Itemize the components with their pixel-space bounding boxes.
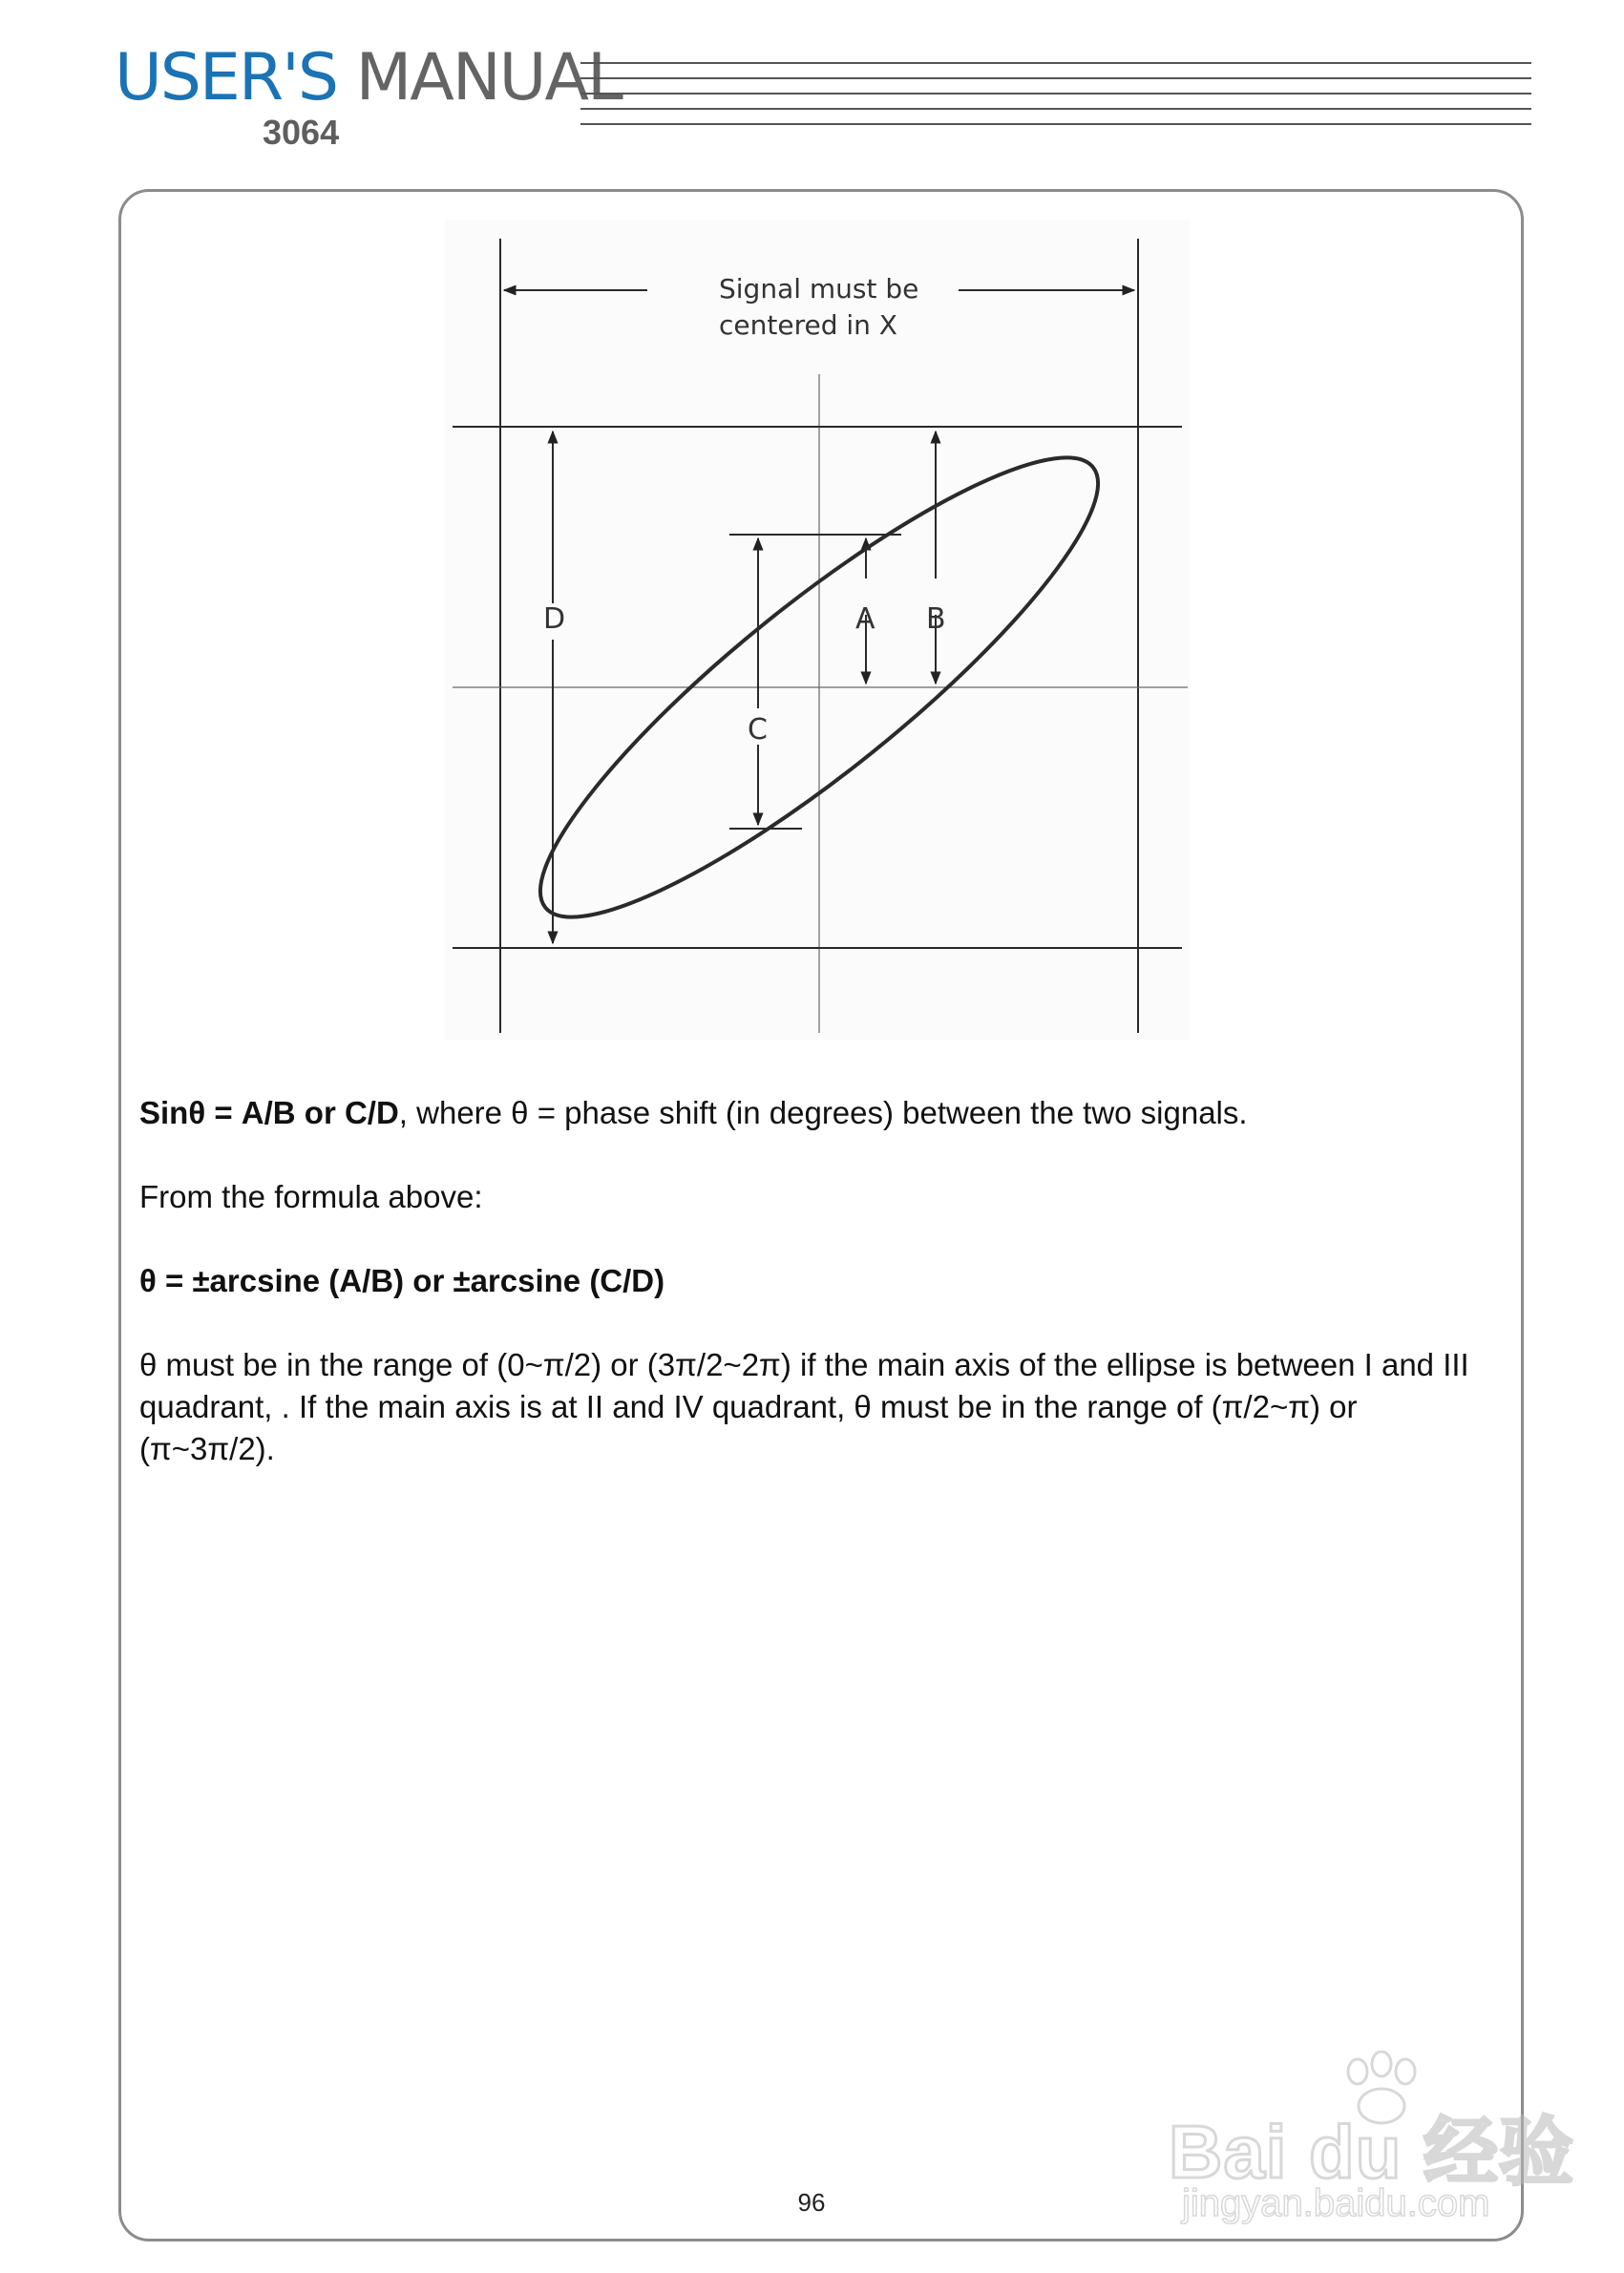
label-c: C [748,713,768,747]
range-paragraph: θ must be in the range of (0~π/2) or (3π/2~2π) if the main axis of the ellipse is between I and III quadrant, . If the main axis is at II and IV quadrant, θ must be in the range of (π/2~π) or (π~3π/2). [139,1347,1469,1466]
label-d: D [543,602,566,636]
watermark-url: jingyan.baidu.com [1182,2182,1490,2224]
watermark-text: Bai du 经验 [1169,2110,1575,2194]
watermark [1163,2049,1575,2240]
label-a: A [855,602,875,636]
caption-line-2: centered in X [719,309,897,341]
intro-line: From the formula above: [139,1179,483,1214]
arcsine-formula: θ = ±arcsine (A/B) or ±arcsine (C/D) [139,1263,665,1298]
page-number: 96 [797,2188,826,2217]
formula-bold: Sinθ = A/B or C/D [139,1095,399,1130]
title-users: USER'S [115,40,338,116]
caption-line-1: Signal must be [719,273,919,305]
model-number: 3064 [263,113,340,152]
label-b: B [926,602,946,636]
manual-title [115,40,622,116]
title-manual: MANUAL [337,40,622,116]
formula-explanation: , where θ = phase shift (in degrees) between the two signals. [398,1095,1248,1130]
lissajous-figure [445,220,1190,1041]
header-rules [580,59,1531,136]
formula-sentence [139,1092,1495,1134]
